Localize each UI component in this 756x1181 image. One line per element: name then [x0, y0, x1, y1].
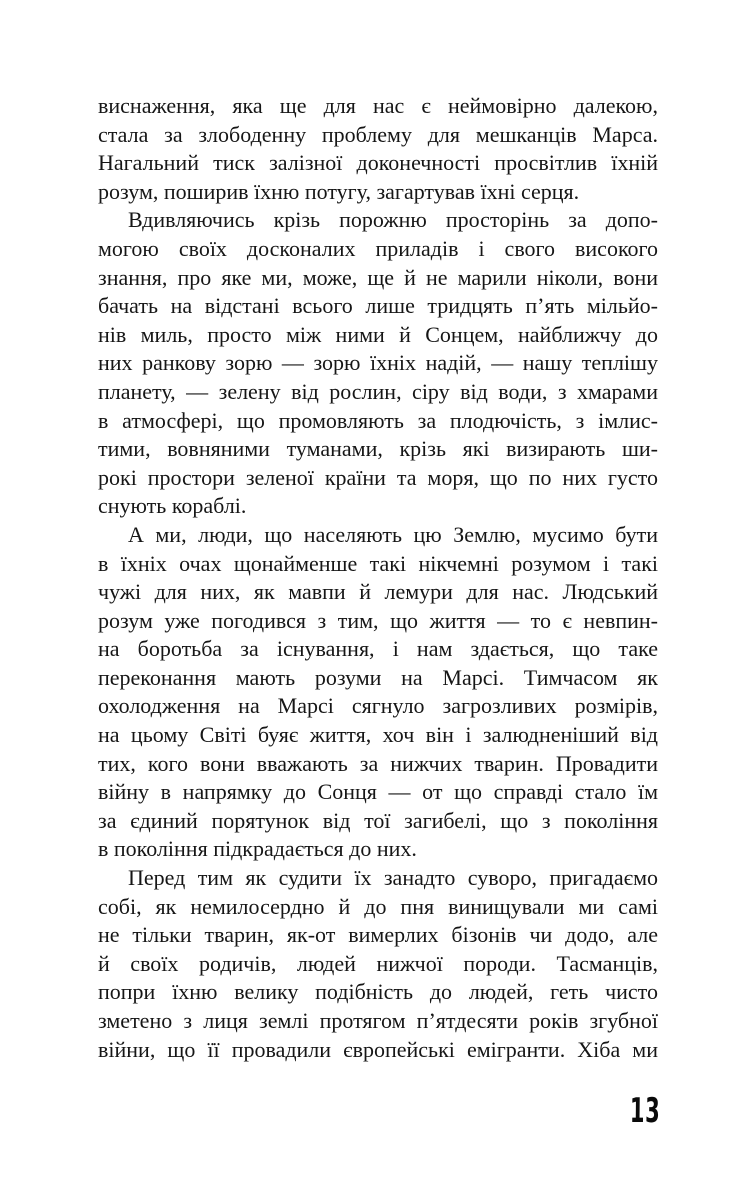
- text-line-content: переконання мають розуми на Марсі. Тимчасом як: [98, 664, 658, 690]
- text-line: [98, 578, 658, 607]
- text-line: [98, 1007, 658, 1036]
- text-line: [98, 893, 658, 922]
- text-line-content: війну в напрямку до Сонця — от що справді стало їм: [98, 779, 658, 805]
- text-line-content: рокі простори зеленої країни та моря, що по них густо: [98, 464, 658, 490]
- text-line: [98, 921, 658, 950]
- text-line: [98, 635, 658, 664]
- text-line-content: виснаження, яка ще для нас є неймовірно далекою,: [98, 93, 658, 118]
- text-line-content: собі, як немилосердно й до пня винищували ми самі: [98, 893, 658, 919]
- text-line: [98, 864, 658, 893]
- text-line-content: бачать на відстані всього лише тридцять п’ять мільйо-: [98, 293, 658, 319]
- text-line: [98, 950, 658, 979]
- text-line: [98, 435, 658, 464]
- text-line: [98, 149, 658, 178]
- text-line: [98, 550, 658, 579]
- text-line-content: тими, вовняними туманами, крізь які визирають ши-: [98, 436, 658, 462]
- text-line-content: на боротьба за існування, і нам здається, що таке: [98, 636, 658, 662]
- text-line: [98, 206, 658, 235]
- text-line-content: снують кораблі.: [98, 493, 247, 519]
- text-line-content: в покоління підкрадається до них.: [98, 836, 417, 862]
- text-line-content: могою своїх досконалих приладів і свого високого: [98, 235, 658, 261]
- text-line: [98, 750, 658, 779]
- text-line-content: в їхніх очах щонайменше такі нікчемні розумом і такі: [98, 550, 658, 576]
- paragraph: [98, 206, 658, 521]
- text-line: [98, 607, 658, 636]
- text-line: [98, 378, 658, 407]
- text-line: [98, 235, 658, 264]
- text-line-content: зметено з лиця землі протягом п’ятдесяти років згубної: [98, 1008, 658, 1033]
- text-line: [98, 407, 658, 436]
- text-line: [98, 292, 658, 321]
- text-line-content: знання, про яке ми, може, ще й не марили ніколи, вони: [98, 264, 658, 290]
- text-line: [98, 264, 658, 293]
- paragraph: [98, 92, 658, 206]
- text-line: [98, 464, 658, 493]
- body-text: [98, 92, 658, 1064]
- text-line: [98, 121, 658, 150]
- text-line-content: Вдивляючись крізь порожню просторінь за допо-: [128, 207, 658, 233]
- text-line-content: війни, що її провадили європейські емігранти. Хіба ми: [98, 1036, 658, 1062]
- text-line-content: планету, — зелену від рослин, сіру від води, з хмарами: [98, 378, 658, 404]
- text-line: [98, 692, 658, 721]
- text-line-content: розум уже погодився з тим, що життя — то є невпин-: [98, 607, 658, 633]
- text-line-content: них ранкову зорю — зорю їхніх надій, — нашу теплішу: [98, 350, 658, 376]
- text-line-content: в атмосфері, що промовляють за плодючість, з імлис-: [98, 407, 658, 433]
- text-line-content: не тільки тварин, як-от вимерлих бізонів чи додо, але: [98, 922, 658, 948]
- text-line-content: й своїх родичів, людей нижчої породи. Тасманців,: [98, 950, 658, 976]
- text-line: [98, 178, 658, 207]
- paragraph: [98, 521, 658, 864]
- text-line-content: розум, поширив їхню потугу, загартував їхні серця.: [98, 178, 580, 204]
- text-line-content: охолодження на Марсі сягнуло загрозливих розмірів,: [98, 693, 658, 719]
- text-line: [98, 521, 658, 550]
- text-line: [98, 807, 658, 836]
- page-number: 13: [629, 1091, 661, 1131]
- text-line: [98, 92, 658, 121]
- text-line-content: нів миль, просто між ними й Сонцем, найближчу до: [98, 321, 658, 347]
- text-line-content: чужі для них, як мавпи й лемури для нас. Людський: [98, 579, 658, 605]
- text-line-content: Нагальний тиск залізної доконечності просвітлив їхній: [98, 150, 658, 176]
- text-line-content: на цьому Світі буяє життя, хоч він і залюдненіший від: [98, 722, 658, 748]
- text-line: [98, 349, 658, 378]
- text-line: [98, 835, 658, 864]
- text-line: [98, 1036, 658, 1065]
- text-line: [98, 778, 658, 807]
- text-line: [98, 721, 658, 750]
- paragraph: [98, 864, 658, 1064]
- text-line-content: попри їхню велику подібність до людей, геть чисто: [98, 979, 658, 1005]
- text-line: [98, 978, 658, 1007]
- text-line-content: стала за злободенну проблему для мешканців Марса.: [98, 121, 658, 147]
- text-line: [98, 492, 658, 521]
- text-line: [98, 321, 658, 350]
- text-line-content: за єдиний порятунок від тої загибелі, що з покоління: [98, 807, 658, 833]
- text-line-content: тих, кого вони вважають за нижчих тварин. Провадити: [98, 750, 658, 776]
- text-line-content: Перед тим як судити їх занадто суворо, пригадаємо: [128, 865, 658, 891]
- text-line-content: А ми, люди, що населяють цю Землю, мусимо бути: [128, 521, 658, 547]
- text-line: [98, 664, 658, 693]
